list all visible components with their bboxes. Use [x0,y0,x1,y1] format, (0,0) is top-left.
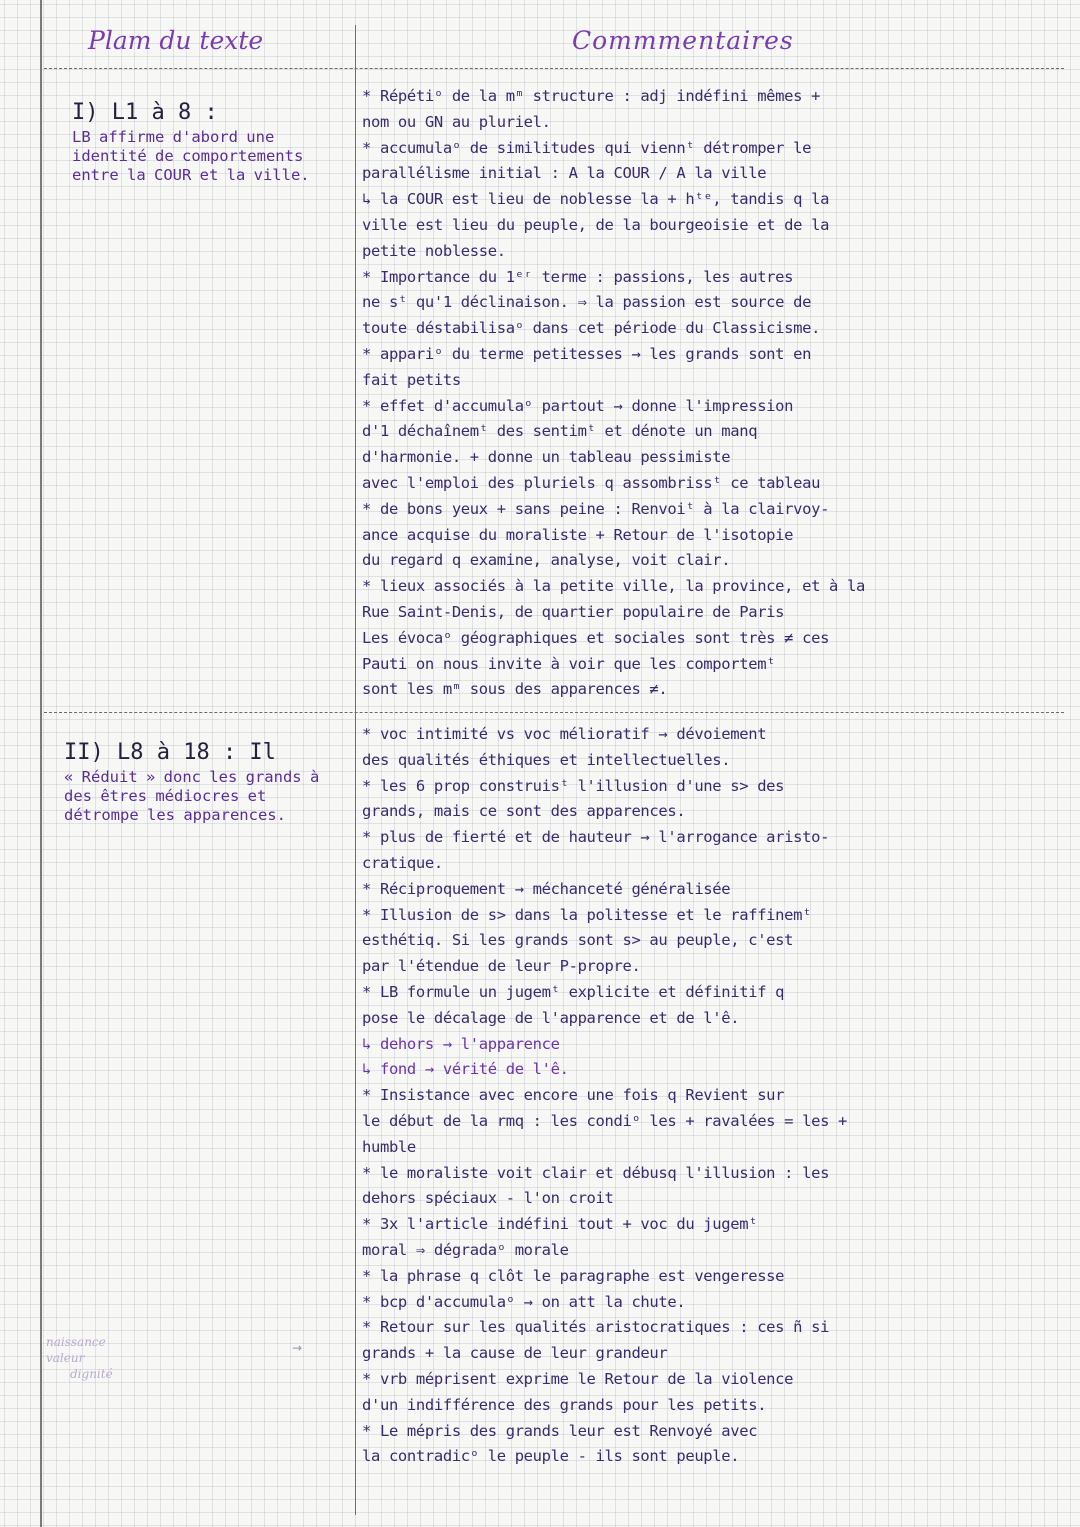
comment-line: fait petits [362,370,461,389]
margin-arrow-icon: → [292,1341,303,1355]
comment-line: toute déstabilisaᵒ dans cet période du Classicisme. [362,319,821,338]
section-separator [44,712,1064,713]
comments-section-1 [362,84,1062,703]
comment-line: d'1 déchaînemᵗ des sentimᵗ et dénote un manq [362,422,758,441]
comment-line: * LB formule un jugemᵗ explicite et définitif q [362,982,785,1001]
comment-line: * accumulaᵒ de similitudes qui viennᵗ détromper le [362,138,812,157]
comment-line: * appariᵒ du terme petitesses → les grands sont en [362,344,812,363]
comment-line: * plus de fierté et de hauteur → l'arrogance aristo- [362,828,830,847]
comment-line: petite noblesse. [362,241,506,260]
comment-line: esthétiq. Si les grands sont s> au peuple, c'est [362,931,794,950]
comment-line: ↳ la COUR est lieu de noblesse la + hᵗᵉ, tandis q la [362,190,830,209]
comment-line: d'harmonie. + donne un tableau pessimiste [362,448,731,467]
comment-line: * les 6 prop construisᵗ l'illusion d'une s> des [362,776,785,795]
comment-line: * 3x l'article indéfini tout + voc du jugemᵗ [362,1215,758,1234]
comment-line: * vrb méprisent exprime le Retour de la violence [362,1369,794,1388]
plan-section-2-title: II) L8 à 18 : Il [64,740,276,765]
comment-line: * Réciproquement → méchanceté généralisée [362,879,731,898]
comment-line: avec l'emploi des pluriels q assombrissᵗ ce tableau [362,473,821,492]
comment-line: * voc intimité vs voc mélioratif → dévoiement [362,725,767,743]
comment-line: * Importance du 1ᵉʳ terme : passions, les autres [362,267,794,286]
comment-line: ance acquise du moraliste + Retour de l'isotopie [362,525,794,544]
comment-line: grands + la cause de leur grandeur [362,1344,668,1363]
comment-line: ↳ fond → vérité de l'ê. [362,1060,569,1079]
plan-section-1 [72,100,347,185]
margin-note-line: naissance [46,1335,106,1349]
comment-line: * le moraliste voit clair et débusq l'illusion : les [362,1163,830,1182]
comment-line: * la phrase q clôt le paragraphe est vengeresse [362,1266,785,1285]
comment-line: ville est lieu du peuple, de la bourgeoisie et de la [362,215,830,234]
comment-line: la contradicᵒ le peuple - ils sont peuple. [362,1447,740,1466]
comment-line: Les évocaᵒ géographiques et sociales sont très ≠ ces [362,628,830,647]
column-header-plan: Plam du texte [88,26,264,55]
margin-note-line: dignité [70,1367,113,1381]
comment-line: * effet d'accumulaᵒ partout → donne l'impression [362,396,794,415]
column-header-comments: Commmentaires [572,26,794,55]
comment-line: moral ⇒ dégradaᵒ morale [362,1240,569,1259]
comment-line: par l'étendue de leur P-propre. [362,957,641,976]
comment-line: le début de la rmq : les condiᵒ les + ravalées = les + [362,1111,848,1130]
comment-line: * Illusion de s> dans la politesse et le raffinemᵗ [362,905,812,924]
plan-section-1-title: I) L1 à 8 : [72,100,218,125]
comment-line: * Insistance avec encore une fois q Revient sur [362,1086,785,1105]
comment-line: * Retour sur les qualités aristocratiques : ces ñ si [362,1318,830,1337]
column-divider [355,25,356,1515]
comment-line: ↳ dehors → l'apparence [362,1034,560,1053]
comment-line: pose le décalage de l'apparence et de l'ê. [362,1008,740,1027]
comments-section-2 [362,722,1062,1470]
comment-line: dehors spéciaux - l'on croit [362,1189,614,1208]
comment-line: des qualités éthiques et intellectuelles. [362,750,731,769]
comment-line: humble [362,1137,416,1156]
comment-line: * Répétiᵒ de la mᵐ structure : adj indéfini mêmes + [362,87,821,105]
plan-section-1-text: LB affirme d'abord une identité de comportements entre la COUR et la ville. [72,128,310,184]
comment-line: * de bons yeux + sans peine : Renvoiᵗ à la clairvoy- [362,499,830,518]
comment-line: Rue Saint-Denis, de quartier populaire de Paris [362,602,785,621]
comment-line: sont les mᵐ sous des apparences ≠. [362,680,668,699]
comment-line: parallélisme initial : A la COUR / A la ville [362,164,767,183]
comment-line: Pauti on nous invite à voir que les comportemᵗ [362,654,776,673]
comment-line: nom ou GN au pluriel. [362,112,551,131]
comment-line: * Le mépris des grands leur est Renvoyé avec [362,1421,758,1440]
comment-line: ne sᵗ qu'1 déclinaison. ⇒ la passion est source de [362,293,812,312]
margin-note-line: valeur [46,1351,85,1365]
comment-line: * bcp d'accumulaᵒ → on att la chute. [362,1292,686,1311]
comment-line: cratique. [362,853,443,872]
comment-line: grands, mais ce sont des apparences. [362,802,686,821]
margin-note [46,1334,113,1382]
comment-line: du regard q examine, analyse, voit clair. [362,551,731,570]
comment-line: d'un indifférence des grands pour les petits. [362,1395,767,1414]
header-separator [44,68,1064,69]
plan-section-2 [64,740,349,825]
plan-section-2-text: « Réduit » donc les grands à des êtres médiocres et détrompe les apparences. [64,768,320,824]
comment-line: * lieux associés à la petite ville, la province, et à la [362,577,865,596]
page-margin-line [40,0,42,1527]
